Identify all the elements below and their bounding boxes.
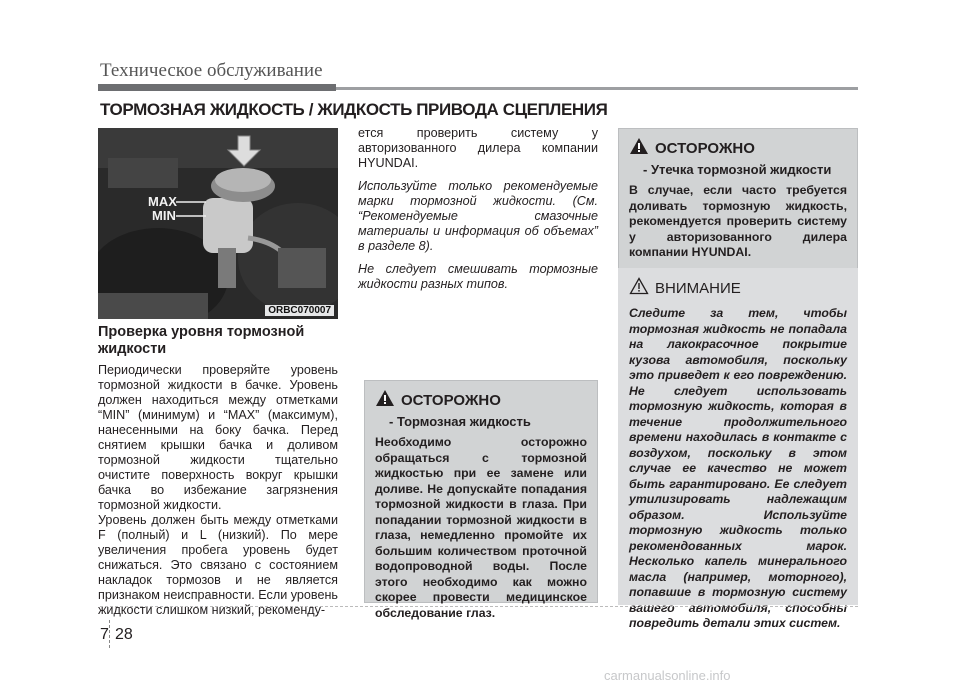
- caution-body: Следите за тем, чтобы тормозная жидкость не попадала на лакокрасочное покрытие кузова автомобиля, поскольку это приведет к его повреждению. Не следует использовать тормозную жидкость, которая в течение продолжительного времени находилась в контакте с воздухом, поскольку в этом случае ее качество не может быть гарантировано. Ее следует утилизировать надлежащим образом. Используйте тормозную жидкость только рекомендованных марок. Несколько капель минерального масла (например, моторного), попавшие в тормозную систему вашего автомобиля, способны повредить детали этих систем.: [629, 306, 847, 630]
- watermark: carmanualsonline.info: [604, 668, 731, 683]
- photo-code: ORBC070007: [265, 305, 334, 316]
- engine-bay-illustration: [98, 128, 338, 319]
- chapter-number: 7: [100, 626, 109, 643]
- paragraph: Периодически проверяйте уровень тормозной жидкости в бачке. Уровень должен находиться между отметками “MIN” (минимум) и “MAX” (максимум), нанесенными на боку бачка. Перед снятием крышки бачка и доливом тормозной жидкости тщательно очистите поверхность вокруг крышки бачка во избежание загрязнения тормозной жидкости.: [98, 363, 338, 512]
- subheading: Проверка уровня тормозной жидкости: [98, 324, 305, 357]
- caution-title: ВНИМАНИЕ: [655, 280, 741, 297]
- warning-title: ОСТОРОЖНО: [655, 140, 755, 157]
- warning-title: ОСТОРОЖНО: [401, 392, 501, 409]
- max-label: MAX: [148, 194, 177, 209]
- paragraph: Не следует смешивать тормозные жидкости разных типов.: [358, 262, 598, 291]
- page-number-divider: [109, 620, 110, 648]
- chapter-heading: ТОРМОЗНАЯ ЖИДКОСТЬ / ЖИДКОСТЬ ПРИВОДА СЦЕПЛЕНИЯ: [100, 100, 608, 119]
- caution-box: [618, 268, 858, 630]
- brake-reservoir-photo: [98, 128, 338, 319]
- header-band-light: [336, 87, 858, 90]
- header-band-dark: [98, 84, 336, 91]
- paragraph: ется проверить систему у авторизованного дилера компании HYUNDAI.: [358, 126, 598, 170]
- section-title: Техническое обслуживание: [100, 60, 323, 81]
- page-number: 28: [115, 626, 133, 643]
- left-column: [98, 324, 338, 618]
- middle-column: [358, 126, 598, 300]
- warning-subtitle: - Утечка тормозной жидкости: [643, 162, 832, 177]
- paragraph: Используйте только рекомендуемые марки тормозной жидкости. (См. “Рекомендуемые смазочные материалы и информация об объемах” в разделе 8).: [358, 179, 598, 253]
- warning-box-fluid-leak: [618, 128, 858, 280]
- warning-body: В случае, если часто требуется доливать тормозную жидкость, рекомендуется проверить систему у авторизованного дилера компании HYUNDAI.: [629, 183, 847, 259]
- warning-triangle-icon: [629, 137, 649, 160]
- warning-body: Необходимо осторожно обращаться с тормозной жидкостью при ее замене или доливе. Не допускайте попадания тормозной жидкости в глаза. При попадании тормозной жидкости в глаза, немедленно промойте их большим количеством проточной водопроводной воды. После этого необходимо как можно скорее провести медицинское обследование глаз.: [375, 435, 587, 620]
- warning-box-brake-fluid: [364, 380, 598, 620]
- min-label: MIN: [152, 208, 176, 223]
- caution-triangle-icon: [629, 277, 649, 300]
- paragraph: Уровень должен быть между отметками F (полный) и L (низкий). По мере увеличения пробега уровень будет снижаться. Это связано с состоянием накладок тормозов и не является признаком неисправности. Если уровень жидкости слишком низкий, рекоменду-: [98, 513, 338, 617]
- footer-divider: [100, 606, 858, 607]
- warning-triangle-icon: [375, 389, 395, 412]
- warning-subtitle: - Тормозная жидкость: [389, 414, 531, 429]
